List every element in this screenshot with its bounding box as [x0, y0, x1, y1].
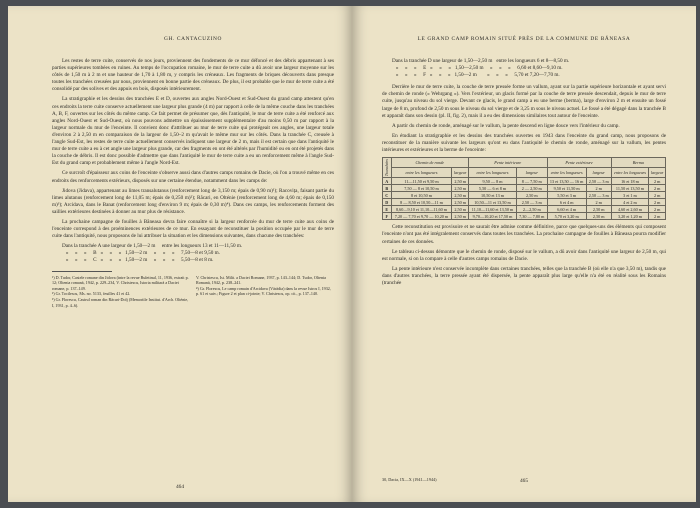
- table-cell: 2 — 2,50 m: [517, 185, 547, 192]
- table-cell: 8 et 10,50 m: [391, 192, 452, 199]
- table-subheader: entre les longueurs: [611, 168, 649, 178]
- footnote: ⁴) Gr. Florescu, Le camp romain d'Arcidava (Vărădia) dans la revue Istros I, 1932, p. 61 et suiv.; Figure 2 et plan ci-jointe; V. Christescu, op. cit., p. 137–140.: [196, 285, 331, 297]
- paragraph: Derrière le mur de terre cuite, la couche de terre pressée forme un vallum, ayant sur la partie supérieure horizontale et ayant servi de chemin de ronde (« Wehrgang »). Vers l'extérieur, un glacis formé par la couche de terre pressée descendait, depuis le mur de terre cuite, jusqu'au niveau du sol vierge. Devant ce glacis, le grand camp a eu une berme (berma), large d'environ 2 m et ensuite un fossé large de 8 m, profond de 2,50 m sous le niveau du sol vierge et de 3,25 m sous le niveau actuel. Le fossé a été dégagé dans la tranchée B et apparaît dans son dessin (pl. II, fig. 2), mais il a eu des dimensions similaires tout autour de l'enceinte.: [382, 84, 666, 119]
- table-row: [383, 192, 666, 199]
- table-subheader: largeur: [452, 168, 469, 178]
- table-cell: 2,50 m: [517, 192, 547, 199]
- table-cell: 2,50 m: [586, 206, 611, 213]
- table-cell: 2 m: [649, 178, 666, 185]
- dimension-line: » » » F » » » 1,50—2 m » » » 5,70 et 7,20—7,70 m.: [392, 72, 560, 79]
- table-cell: 10,50 et 13 m: [469, 192, 517, 199]
- paragraph: Les restes de terre cuite, conservés de nos jours, proviennent des fondements de ce mur défoncé et des débris appartenant à ses parties supérieures tombées en ruines. Au temps de l'occupation romaine, le mur de terre cuite a dû avoir une largeur moyenne sur les côtés de 1,50 m à 2 m et une hauteur de 1,70 à 1,80 m, y compris les créneaux. Les fragments de briques découverts dans presque toutes les tranchées creusées par nous, proviennent en bonne partie des créneaux. De plus, il est probable que le mur de terre cuite a été consolidé par des solives et des appuis en bois, disposés intérieurement.: [52, 58, 334, 93]
- table-cell: 13 et 13,50 — 16 m: [547, 178, 586, 185]
- table-subheader: largeur: [517, 168, 547, 178]
- table-cell-trench: C: [383, 192, 392, 199]
- table-cell: 16 et 18 m: [611, 178, 649, 185]
- table-subheader: entre les longueurs: [391, 168, 452, 178]
- table-cell: 2,50 m: [452, 213, 469, 220]
- table-cell: 10,50—11 et 13,50 m: [469, 199, 517, 206]
- table-cell-trench: E: [383, 206, 392, 213]
- table-cell: 2 m: [649, 199, 666, 206]
- table-subheader: entre les longueurs: [547, 168, 586, 178]
- table-cell: 2—2,50 m: [517, 206, 547, 213]
- paragraph: Jidova (Jidava), appartenant au limes transalutanus (renforcement long de 3,150 m; épais de 0,90 m)¹); Racovița, faisant partie du limes alutanus (renforcement long de 11,05 m; épais de 0,250 m)²); Răcari, en Olténie (renforcement long de 4,60 m; épais de 0,150 m)³); Arcidava, dans le Banat (renforcement long d'environ 9 m; épais de 0,30 m)⁴). Dans ces camps, les renforcements forment des saillies extérieures destinées à donner au mur plus de résistance.: [52, 187, 334, 215]
- table-header: Pente extérieure: [547, 158, 611, 168]
- table-cell: 2,50 m: [452, 199, 469, 206]
- dimension-line: » » » E » » » 1,50—2,50 m » » » 6,60 et 8,60—9,10 m.: [392, 65, 563, 72]
- table-cell: 11,50 et 13,50 m: [611, 185, 649, 192]
- table-cell: 8,60—9,10 et 11,10—11,60 m: [391, 206, 452, 213]
- table-cell: 2,50 m: [586, 213, 611, 220]
- table-cell: 2,50 — 3 m: [586, 192, 611, 199]
- table-cell: 8 — 8,50 et 10,50—11 m: [391, 199, 452, 206]
- footnote-column: [196, 275, 334, 309]
- table-cell: 9,50 et 11,50 m: [547, 185, 586, 192]
- table-cell: 2,50 — 3 m: [586, 178, 611, 185]
- table-subheader: largeur: [586, 168, 611, 178]
- footnote: ³) Gr. Florescu, Castrul roman din Răcari-Dolj (Memoriile Institut. d'Arch. Olténie, I, 1931, p. 4–6).: [52, 296, 189, 308]
- table-cell-trench: A: [383, 178, 392, 185]
- table-cell: 2 m: [586, 185, 611, 192]
- table-cell: 5,70 et 3,20 m: [547, 213, 586, 220]
- table-cell: 2 m: [649, 185, 666, 192]
- table-cell: 2,50 m: [452, 178, 469, 185]
- table-body: [383, 178, 666, 220]
- table-cell: 2,50 — 3 m: [517, 199, 547, 206]
- running-header-right: LE GRAND CAMP ROMAIN SITUÉ PRÈS DE LA COMMUNE DE BĂNEASA: [417, 36, 631, 42]
- table-cell: 2,50 m: [452, 192, 469, 199]
- table-header-label: Tranchées: [384, 158, 390, 176]
- table-cell: 2 m: [649, 192, 666, 199]
- table-row: [383, 213, 666, 220]
- page-number-right: 465: [519, 478, 529, 484]
- right-page: [352, 6, 696, 502]
- table-cell: 6,60 et 4 m: [547, 206, 586, 213]
- dimension-line: » » » C » » » 1,50—2 m » » » 5,50—8 et 8 m.: [62, 257, 214, 264]
- table-cell: 7,50 — 8 et 10,50 m: [391, 185, 452, 192]
- paragraph: La pente intérieure n'est conservée incomplète dans certaines tranchées, telles que la tranchée B (où elle n'a que 3,50 m), tandis que dans d'autres tranchées, la terre pressée ayant été dispersée, la pente apparaît plus large qu'elle n'a été en réalité sous les Romains (tranchée: [382, 265, 666, 286]
- paragraph: Cette reconstitution est provisoire et ne saurait être admise comme définitive, parce que quelques-uns des éléments qui composent l'enceinte n'ont pas été intégralement conservés dans toutes les tranchées. La prochaine campagne de fouilles à Băneasa pourra modifier certaines de ces données.: [382, 224, 666, 245]
- paragraph: Le tableau ci-dessus démontre que le chemin de ronde, disposé sur le vallum, a dû avoir dans l'antiquité une largeur de 2,50 m, qui est normale, si on la compare à celle d'autres camps romains de Dacie.: [382, 248, 666, 262]
- paragraph: A partir du chemin de ronde, aménagé sur le vallum, la pente descend en ligne douce vers l'intérieur du camp.: [392, 122, 620, 129]
- table-cell: 7,20 — 7,70 et 9,70 — 10,20 m: [391, 213, 452, 220]
- table-cell: 5,50 — 6 et 8 m: [469, 185, 517, 192]
- footnote: ²) Gr. Tocilescu, Ms. no. 5133, feuilles 41 et 42.: [52, 291, 131, 297]
- dimension-line: Dans la tranchée D une largeur de 1,50—2,50 m entre les longueurs 6 et 8—8,50 m.: [392, 58, 570, 64]
- table-header: Berma: [611, 158, 665, 168]
- footnote: ¹) D. Tudor, Castele romane din Jidova (intre la revue Buletinul, 11, 1936, extrait p. 12; Oltenia romană, 1942, p. 229–234, V. Christescu, Istoria militară a Daciei romane, p. 137–149.: [52, 274, 189, 291]
- footnote-column: [52, 275, 190, 309]
- table-cell: 7,30 — 7,80 m: [517, 213, 547, 220]
- table-row: [383, 206, 666, 213]
- table-cell: 2,50 m: [452, 185, 469, 192]
- table-header: [383, 158, 392, 178]
- table-header: Pente intérieure: [469, 158, 547, 168]
- table-cell: 9,50 — 8 m: [469, 178, 517, 185]
- table-cell: 2 m: [649, 213, 666, 220]
- paragraph: Ce surcroît d'épaisseur aux coins de l'enceinte s'observe aussi dans d'autres camps romains de Dacie, où l'on a trouvé même en ces endroits des renforcements extérieurs, disposés sur une certaine étendue, notamment dans les camps de:: [52, 170, 334, 184]
- table-row: [383, 185, 666, 192]
- table-cell: 5,50 et 3 m: [547, 192, 586, 199]
- table-cell: 4,60 et 2,60 m: [611, 206, 649, 213]
- dimension-line: » » » B » » » 1,50—2 m » » » 7,50—8 et 9,50 m.: [62, 250, 220, 257]
- table-cell: 4 et 2 m: [611, 199, 649, 206]
- book-spread: [8, 6, 696, 502]
- footnote: V. Christescu, Ist. Milit. a Daciei Romane, 1937, p. 143–144; D. Tudor, Oltenia Romană, 1942, p. 238–241.: [196, 274, 326, 286]
- dimensions-table: [382, 157, 666, 220]
- table-cell-trench: B: [383, 185, 392, 192]
- table-cell: 3 et 1 m: [611, 192, 649, 199]
- table-row: [383, 199, 666, 206]
- table-cell: 3,20 et 1,20 m: [611, 213, 649, 220]
- footnote-rule: [52, 271, 112, 272]
- paragraph: La stratigraphie et les dessins des tranchées E et D, ouvertes aux angles Nord-Ouest et Sud-Ouest du grand camp attestent qu'en ces endroits la terre cuite conserve actuellement une largeur plus grande (4 m) par rapport à celle de la même couche dans les tranchées A, B, F, ouvertes sur les côtés du même camp. Ce fait permet de présumer que, dès l'antiquité, le mur de terre cuite a été renforcé aux angles Nord-Ouest et Sud-Ouest, où nous pouvons admettre un épaississement supplémentaire d'au moins 0,50 m par rapport à la largeur normale du mur de l'enceinte. Il convient donc d'attribuer au mur de terre cuite qui protégeait ces angles, une largeur totale d'environ 2 à 2,50 m en comparaison de la largeur de 1,50–2 m qu'avait le même mur sur les côtés. Dans la tranchée C, creusée à l'angle Sud-Est, les restes de terre cuite actuellement conservés indiquent une largeur de 2 m, mais il est certain que dans l'antiquité le mur de terre cuite a eu à cet angle une largeur plus grande, car des fragments en ont été altérés par l'humidité ou en ont été projetés dans la couche de débris. Il est donc possible d'admettre que dans l'antiquité le mur de terre cuite a eu un renforcement même à l'angle Sud-Est du grand camp et probablement même à l'angle Nord-Est.: [52, 96, 335, 167]
- signature-mark: 30, Dacia, IX—X (1941—1944): [382, 477, 437, 482]
- table-row: [383, 178, 666, 185]
- table-cell-trench: F: [383, 213, 392, 220]
- table-cell: 8 — 7,50 m: [517, 178, 547, 185]
- table-cell: 6 et 4 m: [547, 199, 586, 206]
- table-subheader: largeur: [649, 168, 666, 178]
- running-header-left: GH. CANTACUZINO: [164, 36, 222, 42]
- footnotes: [52, 275, 334, 309]
- table-cell: 11,10—11,60 et 13,50 m: [469, 206, 517, 213]
- paragraph: La prochaine campagne de fouilles à Băneasa devra faire connaître si la largeur renforcée du mur de terre cuite aux coins de l'enceinte correspond à des proéminences extérieures de ce mur. En essayant de reconstituer la position occupée par le mur de terre cuite dans l'antiquité, nous proposons de lui attribuer la situation et les dimensions suivantes, dans chacune des tranchées:: [52, 218, 334, 240]
- dimension-line: Dans la tranchée A une largeur de 1,50—2 m entre les longueurs 13 et 11—11,50 m.: [62, 243, 243, 250]
- table-cell: 2,50 m: [452, 206, 469, 213]
- table-cell: 2 m: [649, 206, 666, 213]
- page-number-left: 464: [175, 484, 185, 490]
- table-cell-trench: D: [383, 199, 392, 206]
- table-cell: 2 m: [586, 199, 611, 206]
- paragraph: En étudiant la stratigraphie et les dessins des tranchées ouvertes en 1943 dans l'enceinte du grand camp, nous proposons de reconstituer de la manière suivante les largeurs qu'ont eu dans l'antiquité le chemin de ronde, aménagé sur la vallum, les pentes intérieures et extérieures et la berme de l'enceinte:: [382, 132, 666, 154]
- table-cell: 9,70—10,20 et 17,50 m: [469, 213, 517, 220]
- table-cell: 11—11,50 et 9,50 m: [391, 178, 452, 185]
- left-page: [8, 6, 352, 502]
- table-header: Chemin de ronde: [391, 158, 468, 168]
- table-subheader: entre les longueurs: [469, 168, 517, 178]
